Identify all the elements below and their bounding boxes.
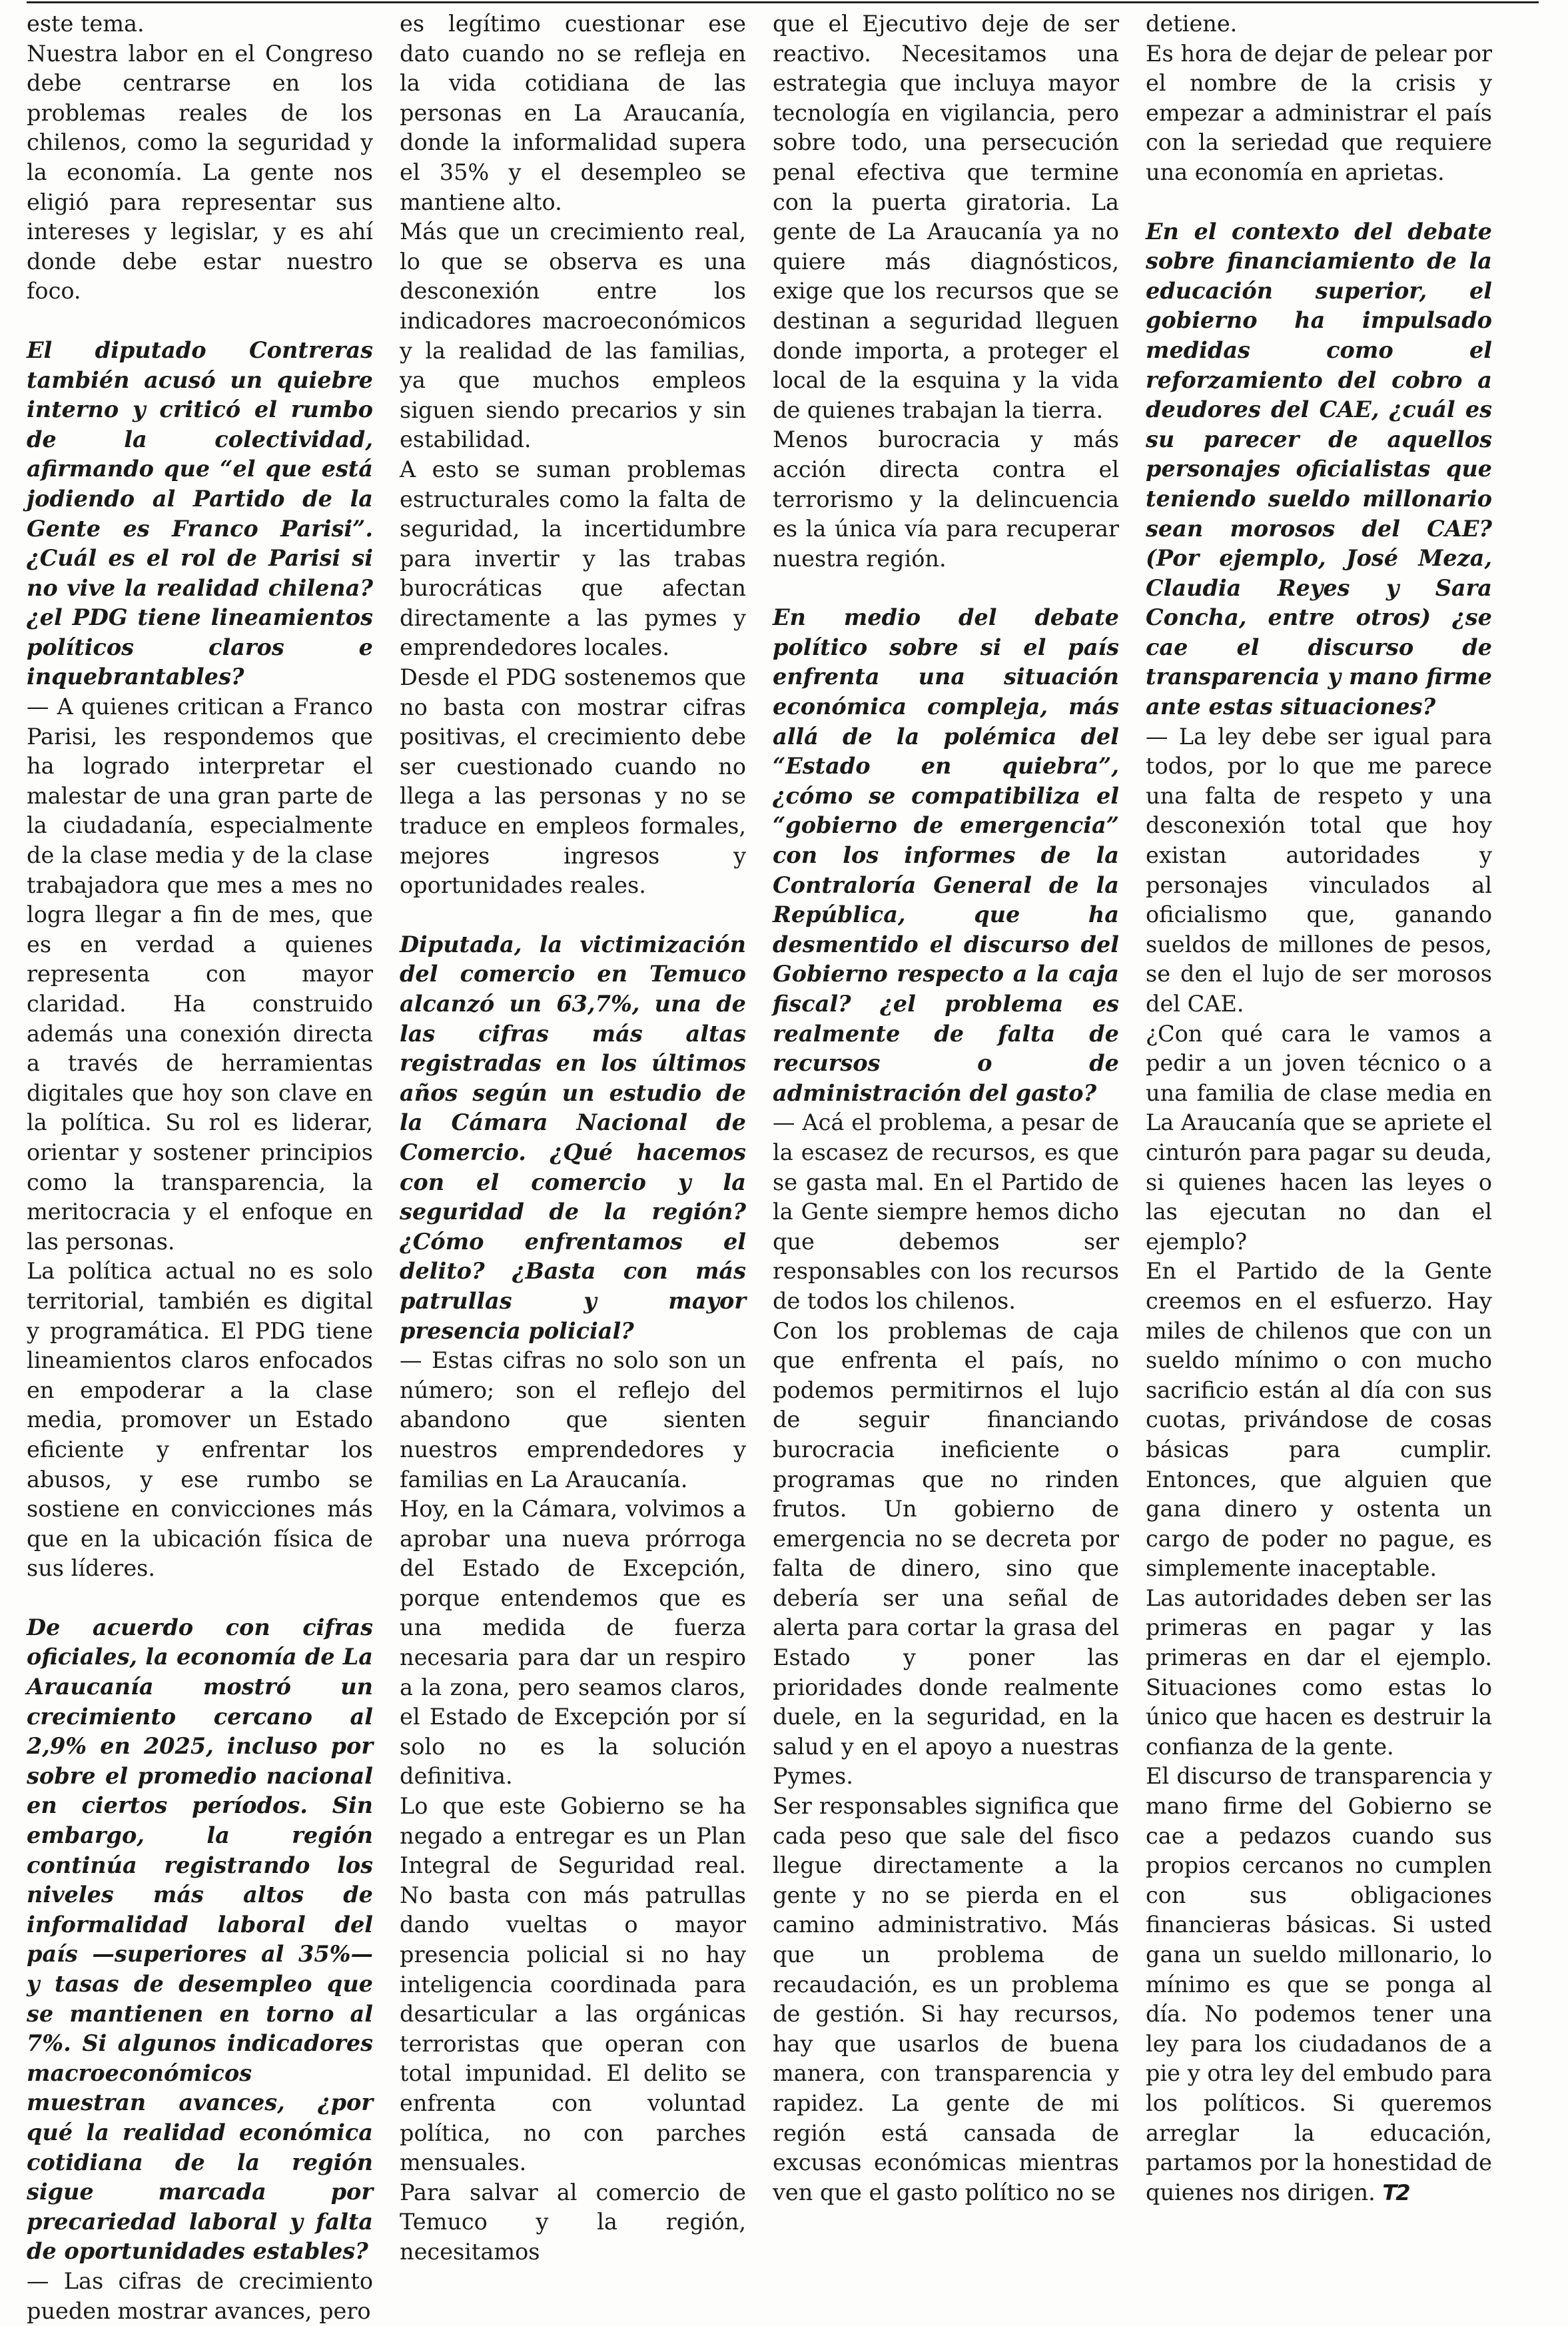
interview-answer <box>773 1792 1119 2207</box>
interview-question <box>400 930 746 1346</box>
column-3 <box>773 9 1119 2326</box>
paragraph-text: ¿Con qué cara le vamos a pedir a un joven técnico o a una familia de clase media en La Araucanía que se apriete el cinturón para pagar su deuda, si quienes hacen las leyes o las ejecutan no dan el ejemplo? <box>1146 1020 1492 1255</box>
paragraph-text: Diputada, la victimización del comercio en Temuco alcanzó un 63,7%, una de las cifras más altas registradas en los últimos años según un estudio de la Cámara Nacional de Comercio. ¿Qué hacemos con el comercio y la seguridad de la región? ¿Cómo enfrentamos el delito? ¿Basta con más patrullas y mayor presencia policial? <box>400 931 746 1344</box>
interview-answer <box>27 39 373 306</box>
paragraph-text: El diputado Contreras también acusó un quiebre interno y criticó el rumbo de la colectividad, afirmando que “el que está jodiendo al Partido de la Gente es Franco Parisi”. ¿Cuál es el rol de Parisi si no vive la realidad chilena? ¿el PDG tiene lineamientos políticos claros e inquebrantables? <box>27 336 373 690</box>
paragraph-text: es legítimo cuestionar ese dato cuando no se refleja en la vida cotidiana de las personas en La Araucanía, donde la informalidad supera el 35% y el desempleo se mantiene alto. <box>400 11 746 215</box>
paragraph-text: En medio del debate político sobre si el país enfrenta una situación económica compleja, más allá de la polémica del “Estado en quiebra”, ¿cómo se compatibiliza el “gobierno de emergencia” con los informes de la Contraloría General de la República, que ha desmentido el discurso del Gobierno respecto a la caja fiscal? ¿el problema es realmente de falta de recursos o de administración del gasto? <box>773 604 1119 1106</box>
paragraph-text: De acuerdo con cifras oficiales, la economía de La Araucanía mostró un crecimiento cercano al 2,9% en 2025, incluso por sobre el promedio nacional en ciertos períodos. Sin embargo, la región continúa registrando los niveles más altos de informalidad laboral del país —superiores al 35%— y tasas de desempleo que se mantienen en torno al 7%. Si algunos indicadores macroeconómicos muestran avances, ¿por qué la realidad económica cotidiana de la región sigue marcada por precariedad laboral y falta de oportunidades estables? <box>27 1614 373 2265</box>
paragraph-text: — A quienes critican a Franco Parisi, les respondemos que ha logrado interpretar el malestar de una gran parte de la ciudadanía, especialmente de la clase media y de la clase trabajadora que mes a mes no logra llegar a fin de mes, que es en verdad a quienes representa con mayor claridad. Ha construido además una conexión directa a través de herramientas digitales que hoy son clave en la política. Su rol es liderar, orientar y sostener principios como la transparencia, la meritocracia y el enfoque en las personas. <box>27 694 373 1255</box>
paragraph-text: Las autoridades deben ser las primeras en pagar y las primeras en dar el ejemplo. Situaciones como estas lo único que hacen es destruir la confianza de la gente. <box>1146 1584 1492 1760</box>
column-4 <box>1146 9 1492 2326</box>
article-columns <box>27 9 1539 2324</box>
paragraph-text: Más que un crecimiento real, lo que se observa es una desconexión entre los indicadores macroeconómicos y la realidad de las familias, ya que muchos empleos siguen siendo precarios y sin estabilidad. <box>400 219 746 453</box>
paragraph-text: Lo que este Gobierno se ha negado a entregar es un Plan Integral de Seguridad real. No basta con más patrullas dando vueltas o mayor presencia policial si no hay inteligencia coordinada para desarticular a las orgánicas terroristas que operan con total impunidad. El delito se enfrenta con voluntad política, no con parches mensuales. <box>400 1793 746 2176</box>
paragraph-text: Menos burocracia y más acción directa contra el terrorismo y la delincuencia es la única vía para recuperar nuestra región. <box>773 426 1119 572</box>
interview-answer <box>773 1108 1119 1316</box>
interview-answer <box>1146 9 1492 39</box>
interview-answer <box>27 2267 373 2326</box>
paragraph-text: Con los problemas de caja que enfrenta el país, no podemos permitirnos el lujo de seguir financiando burocracia ineficiente o programas que no rinden frutos. Un gobierno de emergencia no se decreta por falta de dinero, sino que debería ser una señal de alerta para cortar la grasa del Estado y poner las prioridades donde realmente duele, en la seguridad, en la salud y en el apoyo a nuestras Pymes. <box>773 1317 1119 1790</box>
interview-answer <box>1146 39 1492 188</box>
interview-answer <box>1146 722 1492 1019</box>
interview-answer <box>400 663 746 901</box>
paragraph-text: Desde el PDG sostenemos que no basta con mostrar cifras positivas, el crecimiento debe ser cuestionado cuando no llega a las personas y no se traduce en empleos formales, mejores ingresos y oportunidades reales. <box>400 664 746 899</box>
paragraph-text: El discurso de transparencia y mano firme del Gobierno se cae a pedazos cuando sus propios cercanos no cumplen con sus obligaciones financieras básicas. Si usted gana un sueldo millonario, lo mínimo es que se ponga al día. No podemos tener una ley para los ciudadanos de a pie y otra ley del embudo para los políticos. Si queremos arreglar la educación, partamos por la honestidad de quienes nos dirigen. <box>1146 1763 1492 2205</box>
paragraph-text: En el Partido de la Gente creemos en el esfuerzo. Hay miles de chilenos que con un sueldo mínimo o con mucho sacrificio están al día con sus cuotas, privándose de cosas básicas para cumplir. Entonces, que alguien que gana dinero y ostenta un cargo de poder no pague, es simplemente inaceptable. <box>1146 1258 1492 1582</box>
interview-answer <box>1146 1584 1492 1762</box>
interview-answer <box>773 1317 1119 1792</box>
paragraph-text: Es hora de dejar de pelear por el nombre de la crisis y empezar a administrar el país con la seriedad que requiere una economía en aprietas. <box>1146 40 1492 185</box>
paragraph-text: Ser responsables significa que cada peso que sale del fisco llegue directamente a la gente y no se pierda en el camino administrativo. Más que un problema de recaudación, es un problema de gestión. Si hay recursos, hay que usarlos de buena manera, con transparencia y rapidez. La gente de mi región está cansada de excusas económicas mientras ven que el gasto político no se <box>773 1793 1119 2205</box>
paragraph-text: Para salvar al comercio de Temuco y la región, necesitamos <box>400 2179 746 2265</box>
paragraph-text: — La ley debe ser igual para todos, por lo que me parece una falta de respeto y una desconexión total que hoy existan autoridades y personajes vinculados al oficialismo que, ganando sueldos de millones de pesos, se den el lujo de ser morosos del CAE. <box>1146 723 1492 1017</box>
interview-answer <box>400 455 746 663</box>
paragraph-text: — Acá el problema, a pesar de la escasez de recursos, es que se gasta mal. En el Partido de la Gente siempre hemos dicho que debemos ser responsables con los recursos de todos los chilenos. <box>773 1109 1119 1314</box>
interview-answer <box>1146 1762 1492 2207</box>
interview-answer <box>1146 1257 1492 1584</box>
paragraph-text: Hoy, en la Cámara, volvimos a aprobar una nueva prórroga del Estado de Excepción, porque entendemos que es una medida de fuerza necesaria para dar un respiro a la zona, pero seamos claros, el Estado de Excepción por sí solo no es la solución definitiva. <box>400 1496 746 1790</box>
interview-answer <box>400 217 746 455</box>
paragraph-text: — Estas cifras no solo son un número; son el reflejo del abandono que sienten nuestros emprendedores y familias en La Araucanía. <box>400 1347 746 1492</box>
paragraph-text: En el contexto del debate sobre financiamiento de la educación superior, el gobierno ha impulsado medidas como el reforzamiento del cobro a deudores del CAE, ¿cuál es su parecer de aquellos personajes oficialistas que teniendo sueldo millonario sean morosos del CAE? (Por ejemplo, José Meza, Claudia Reyes y Sara Concha, entre otros) ¿se cae el discurso de transparencia y mano firme ante estas situaciones? <box>1146 218 1492 720</box>
interview-question <box>27 336 373 692</box>
t2-end-mark-logo: T2 <box>1382 2179 1409 2205</box>
interview-question <box>27 1613 373 2267</box>
interview-answer <box>400 1792 746 2178</box>
top-rule <box>27 1 1539 3</box>
paragraph-text: detiene. <box>1146 11 1238 37</box>
interview-answer <box>773 9 1119 425</box>
paragraph-text: este tema. <box>27 11 145 37</box>
interview-question <box>1146 217 1492 722</box>
paragraph-text: que el Ejecutivo deje de ser reactivo. Necesitamos una estrategia que incluya mayor tecnología en vigilancia, pero sobre todo, una persecución penal efectiva que termine con la puerta giratoria. La gente de La Araucanía ya no quiere más diagnósticos, exige que los recursos que se destinan a seguridad lleguen donde importa, a proteger el local de la esquina y la vida de quienes trabajan la tierra. <box>773 11 1119 423</box>
paragraph-text: La política actual no es solo territorial, también es digital y programática. El PDG tiene lineamientos claros enfocados en empoderar a la clase media, promover un Estado eficiente y enfrentar los abusos, y ese rumbo se sostiene en convicciones más que en la ubicación física de sus líderes. <box>27 1258 373 1582</box>
paragraph-text: A esto se suman problemas estructurales como la falta de seguridad, la incertidumbre para invertir y las trabas burocráticas que afectan directamente a las pymes y emprendedores locales. <box>400 456 746 661</box>
interview-answer <box>27 692 373 1257</box>
paragraph-text: — Las cifras de crecimiento pueden mostrar avances, pero <box>27 2267 373 2324</box>
interview-answer <box>400 2178 746 2267</box>
column-1 <box>27 9 373 2326</box>
interview-question <box>773 603 1119 1108</box>
interview-answer <box>27 9 373 39</box>
interview-answer <box>400 9 746 217</box>
paragraph-text: Nuestra labor en el Congreso debe centrarse en los problemas reales de los chilenos, como la seguridad y la economía. La gente nos eligió para representar sus intereses y legislar, y es ahí donde debe estar nuestro foco. <box>27 40 373 304</box>
interview-answer <box>400 1346 746 1494</box>
interview-answer <box>773 425 1119 574</box>
column-2 <box>400 9 746 2326</box>
interview-answer <box>27 1257 373 1584</box>
interview-answer <box>400 1494 746 1792</box>
interview-answer <box>1146 1019 1492 1257</box>
